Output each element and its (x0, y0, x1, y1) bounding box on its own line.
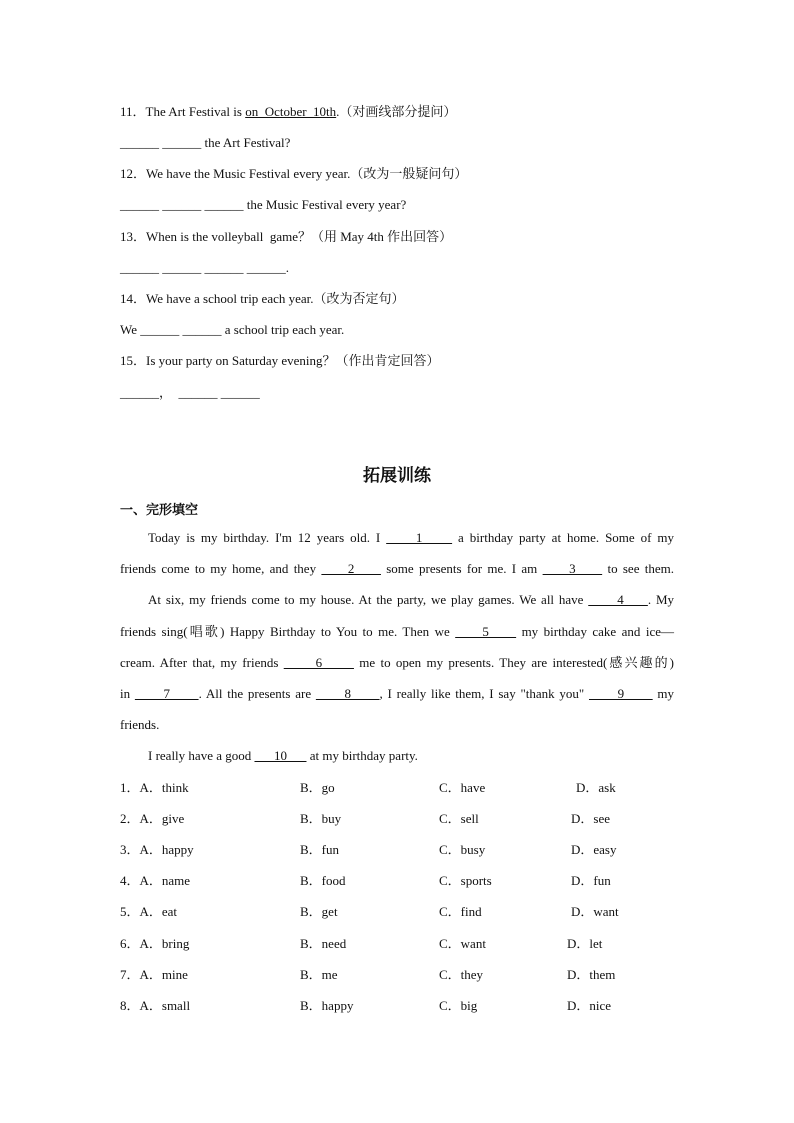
answer-12: ______ ______ ______ the Music Festival every year? (120, 197, 407, 212)
option-5-a: 5．A．eat (120, 904, 178, 919)
question-14: 14．We have a school trip each year.（改为否定句） (120, 291, 405, 306)
option-4-c: C．sports (439, 873, 492, 888)
answer-11: ______ ______ the Art Festival? (120, 135, 291, 150)
blank-10: 10 (254, 748, 307, 763)
option-1-c: C．have (439, 780, 486, 795)
passage-line-7: friends. (120, 717, 160, 732)
passage-line-3: At six, my friends come to my house. At the party, we play games. We all have 4 . My (148, 592, 674, 607)
answer-14: We ______ ______ a school trip each year. (120, 322, 345, 337)
question-12: 12．We have the Music Festival every year.（改为一般疑问句） (120, 166, 468, 181)
option-7-a: 7．A．mine (120, 967, 188, 982)
passage-line-6: in 7 . All the presents are 8 , I really like them, I say "thank you" 9 my (120, 686, 675, 701)
option-8-d: D．nice (567, 998, 612, 1013)
option-3-c: C．busy (439, 842, 486, 857)
question-15: 15．Is your party on Saturday evening？（作出肯定回答） (120, 353, 440, 368)
option-6-b: B．need (300, 936, 347, 951)
option-1-b: B．go (300, 780, 335, 795)
option-4-a: 4．A．name (120, 873, 191, 888)
answer-15: ______， ______ ______ (120, 385, 260, 400)
option-1-a: 1．A．think (120, 780, 189, 795)
option-5-c: C．find (439, 904, 482, 919)
option-8-a: 8．A．small (120, 998, 191, 1013)
option-4-b: B．food (300, 873, 346, 888)
blank-3: 3 (542, 561, 603, 576)
answer-13: ______ ______ ______ ______. (120, 260, 289, 275)
passage-line-5: cream. After that, my friends 6 me to open my presents. They are interested(感兴趣的) (120, 655, 675, 670)
option-3-a: 3．A．happy (120, 842, 194, 857)
passage-line-4: friends sing(唱歌) Happy Birthday to You to me. Then we 5 my birthday cake and ice— (120, 624, 675, 639)
passage-line-8: I really have a good 10 at my birthday party. (148, 748, 418, 763)
option-7-b: B．me (300, 967, 338, 982)
option-6-d: D．let (567, 936, 603, 951)
option-5-b: B．get (300, 904, 338, 919)
option-7-d: D．them (567, 967, 616, 982)
option-8-c: C．big (439, 998, 478, 1013)
option-5-d: D．want (571, 904, 619, 919)
blank-9: 9 (588, 686, 653, 701)
option-2-c: C．sell (439, 811, 479, 826)
option-7-c: C．they (439, 967, 484, 982)
question-11 (120, 104, 456, 120)
question-13: 13．When is the volleyball game？（用 May 4th 作出回答） (120, 229, 453, 244)
option-4-d: D．fun (571, 873, 611, 888)
option-1-d: D．ask (576, 780, 616, 795)
question-11-underlined: on October 10th (245, 104, 337, 119)
blank-7: 7 (134, 686, 199, 701)
passage-line-1: Today is my birthday. I'm 12 years old. I 1 a birthday party at home. Some of my (148, 530, 675, 545)
option-2-d: D．see (571, 811, 610, 826)
subsection-title: 一、完形填空 (120, 503, 199, 518)
question-11-instruction: .（对画线部分提问） (336, 104, 457, 119)
option-2-b: B．buy (300, 811, 342, 826)
option-6-a: 6．A．bring (120, 936, 190, 951)
blank-4: 4 (588, 592, 648, 607)
option-3-d: D．easy (571, 842, 617, 857)
blank-6: 6 (283, 655, 354, 670)
option-8-b: B．happy (300, 998, 354, 1013)
option-3-b: B．fun (300, 842, 340, 857)
option-6-c: C．want (439, 936, 486, 951)
blank-1: 1 (386, 530, 453, 545)
blank-2: 2 (321, 561, 381, 576)
option-2-a: 2．A．give (120, 811, 185, 826)
passage-line-2: friends come to my home, and they 2 some presents for me. I am 3 to see them. (120, 561, 675, 576)
blank-5: 5 (455, 624, 517, 639)
blank-8: 8 (315, 686, 380, 701)
section-title: 拓展训练 (363, 466, 431, 486)
question-11-text: 11．The Art Festival is (120, 104, 246, 119)
